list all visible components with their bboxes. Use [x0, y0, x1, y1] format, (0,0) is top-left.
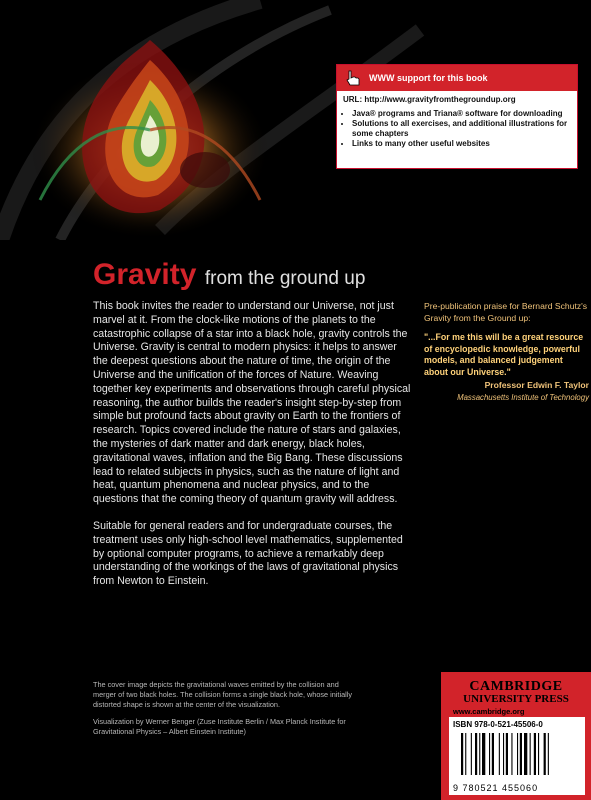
description-paragraph-2: Suitable for general readers and for undergraduate courses, the treatment uses only high-school level mathematics, supplemented by optional computer programs, to achieve a remarkably deep understanding of the workings of the laws of gravitational physics from Newton to Einstein.: [93, 519, 403, 588]
barcode-number: 9 780521 455060: [453, 783, 539, 793]
praise-author: Professor Edwin F. Taylor: [484, 380, 589, 390]
www-support-list: [343, 109, 571, 149]
barcode-icon: [459, 733, 577, 779]
publisher-block: [441, 672, 591, 800]
barcode-box: [449, 717, 585, 795]
publisher-press: UNIVERSITY PRESS: [463, 693, 569, 705]
isbn-label: ISBN 978-0-521-45506-0: [453, 720, 543, 729]
title-sub: from the ground up: [204, 268, 366, 289]
www-item-solutions: • Solutions to all exercises, and additional illustrations for some chapters: [352, 119, 571, 139]
www-item-software: • Java® programs and Triana® software for downloading: [352, 109, 571, 119]
www-support-title: WWW support for this book: [369, 73, 488, 83]
cover-caption: [93, 680, 353, 744]
www-support-header: [337, 65, 577, 91]
praise-section: [424, 301, 589, 403]
title-main: Gravity: [93, 258, 197, 291]
www-support-box: [336, 64, 578, 169]
pointing-hand-icon: [343, 67, 365, 89]
caption-paragraph-2: Visualization by Werner Benger (Zuse Institute Berlin / Max Planck Institute for Gravitational Physics – Albert Einstein Institute): [93, 717, 346, 736]
www-url[interactable]: URL: http://www.gravityfromthegroundup.org: [343, 95, 516, 104]
book-description: [93, 300, 411, 602]
praise-intro: Pre-publication praise for Bernard Schutz's Gravity from the Ground up:: [424, 301, 588, 323]
caption-paragraph-1: The cover image depicts the gravitational waves emitted by the collision and merger of two black holes. The collision forms a single black hole, whose initially distorted shape is shown at the center of the visualization.: [93, 680, 353, 709]
praise-quote: "...For me this will be a great resource of encyclopedic knowledge, powerful models, and balanced judgement about our Universe.": [424, 332, 584, 377]
book-title: [93, 258, 365, 292]
publisher-url[interactable]: www.cambridge.org: [453, 707, 525, 716]
praise-affiliation: Massachusetts Institute of Technology: [457, 392, 589, 402]
publisher-name: CAMBRIDGE: [469, 679, 563, 694]
www-item-links: • Links to many other useful websites: [352, 139, 571, 149]
description-paragraph-1: This book invites the reader to understand our Universe, not just marvel at it. From the clock-like motions of the planets to the catastrophic collapse of a star into a black hole, gravity controls the Universe. Gravity is central to modern physics: it helps to answer the deepest questions about the nature of time, the origin of the Universe and the unification of the forces of Nature. Weaving together key experiments and observations through careful physical reasoning, the author builds the reader's insight step-by-step from simple but profound facts about gravity on Earth to the frontiers of research. Topics covered include the nature of stars and galaxies, the mysteries of dark matter and dark energy, black holes, gravitational waves, inflation and the Big Bang. These discussions lead to related subjects in physics, such as the nature of light and heat, quantum phenomena and nuclear physics, and to the questions that the coming theory of quantum gravity will address.: [93, 300, 411, 506]
